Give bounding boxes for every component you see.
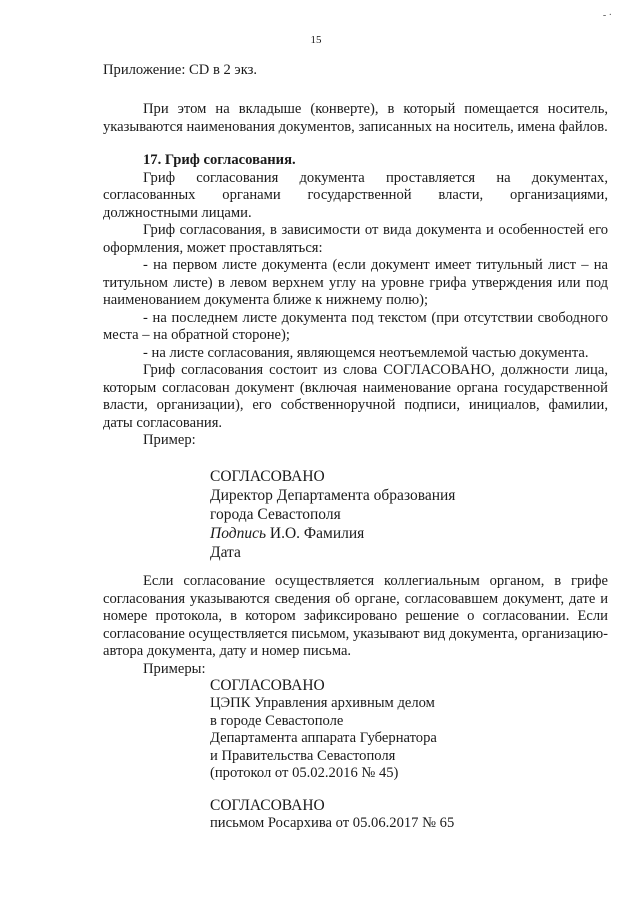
stamp-line: письмом Росархива от 05.06.2017 № 65	[210, 815, 455, 831]
page-number: 15	[310, 34, 322, 46]
section-collegial	[103, 573, 608, 678]
list-item: - на последнем листе документа под текстом (при отсутствии свободного места – на обратной стороне);	[103, 309, 608, 343]
section-17	[103, 152, 608, 450]
stamp-line: Директор Департамента образования	[210, 487, 456, 504]
stamp-approved: СОГЛАСОВАНО	[210, 468, 325, 485]
stamp-line: Департамента аппарата Губернатора	[210, 730, 437, 746]
stamp-line: ЦЭПК Управления архивным делом	[210, 695, 435, 711]
stamp-line: (протокол от 05.02.2016 № 45)	[210, 765, 399, 781]
stamp-approved: СОГЛАСОВАНО	[210, 797, 325, 814]
approval-stamp-example-2	[210, 676, 610, 783]
paragraph-envelope: При этом на вкладыше (конверте), в который помещается носитель, указываются наименования документов, записанных на носитель, имена файлов.	[103, 101, 608, 135]
list-item: - на первом листе документа (если документ имеет титульный лист – на титульном листе) в левом верхнем углу на уровне грифа утверждения или под наименованием документа ближе к нижнему полю);	[103, 257, 608, 308]
list-item: - на листе согласования, являющемся неотъемлемой частью документа.	[143, 344, 589, 361]
paragraph-2: Гриф согласования, в зависимости от вида документа и особенностей его оформления, может проставляться:	[103, 222, 608, 256]
approval-stamp-example-3	[210, 796, 610, 833]
corner-mark: - ·	[602, 10, 612, 21]
stamp-line: и Правительства Севастополя	[210, 747, 396, 764]
stamp-line: города Севастополя	[210, 506, 341, 523]
signature-label: Подпись	[210, 525, 267, 542]
stamp-approved: СОГЛАСОВАНО	[210, 677, 325, 694]
examples-label: Примеры:	[143, 660, 206, 677]
stamp-date: Дата	[210, 544, 241, 561]
approval-stamp-example-1	[210, 467, 610, 562]
paragraph-4: Если согласование осуществляется коллегиальным органом, в грифе согласования указываются сведения об органе, согласовавшем документ, дате и номере протокола, в котором зафиксировано решение о согласовании. Если согласование осуществляется письмом, указывают вид документа, организацию-автора документа, дату и номер письма.	[103, 573, 608, 659]
example-label: Пример:	[143, 432, 196, 448]
stamp-line: в городе Севастополе	[210, 712, 344, 729]
attachment-line: Приложение: CD в 2 экз.	[103, 62, 258, 78]
stamp-signature	[210, 524, 610, 543]
paragraph-3: Гриф согласования состоит из слова СОГЛАСОВАНО, должности лица, которым согласован документ (включая наименование органа государственной власти, организации), его собственноручной подписи, инициалов, фамилии, даты согласования.	[103, 362, 608, 431]
signature-name: И.О. Фамилия	[266, 525, 365, 542]
paragraph-1: Гриф согласования документа проставляется на документах, согласованных органами государственной власти, организациями, должностными лицами.	[103, 169, 608, 221]
section-heading: 17. Гриф согласования.	[143, 152, 296, 168]
